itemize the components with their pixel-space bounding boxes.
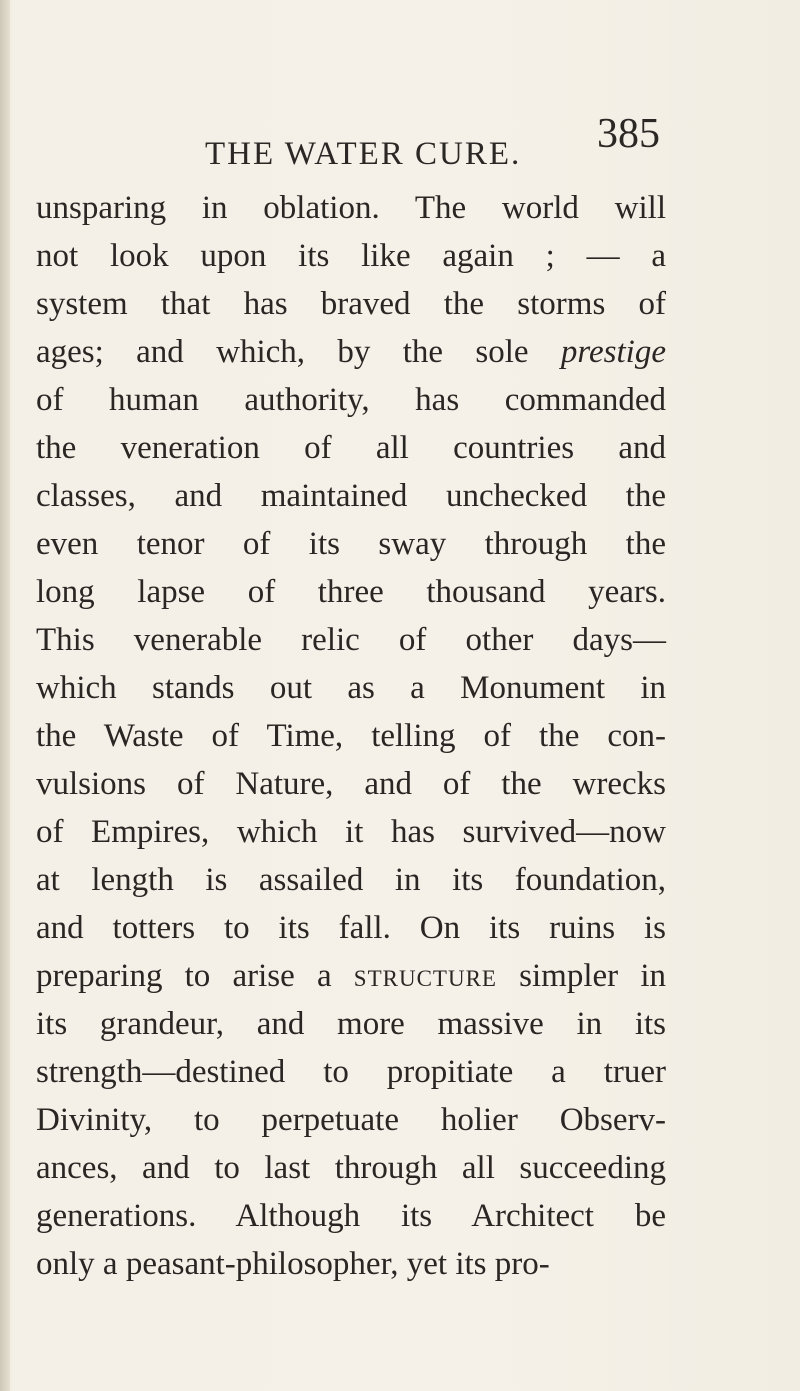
text-run: ances, and to last through all succeeding [36, 1150, 666, 1186]
text-run: at length is assailed in its foundation, [36, 862, 666, 898]
text-line [36, 904, 666, 952]
running-title: THE WATER CURE. [205, 136, 522, 172]
text-run: system that has braved the storms of [36, 286, 666, 322]
text-run: Divinity, to perpetuate holier Observ- [36, 1102, 666, 1138]
text-line [36, 1096, 666, 1144]
text-line [36, 856, 666, 904]
text-run: the veneration of all countries and [36, 430, 666, 466]
text-line [36, 184, 666, 232]
text-line [36, 1048, 666, 1096]
text-line [36, 616, 666, 664]
text-line [36, 1240, 666, 1288]
text-run: its grandeur, and more massive in its [36, 1006, 666, 1042]
text-line [36, 1144, 666, 1192]
text-line [36, 1000, 666, 1048]
text-line [36, 664, 666, 712]
italic-word: prestige [560, 334, 666, 370]
text-line [36, 376, 666, 424]
text-run: not look upon its like again ; — a [36, 238, 666, 274]
small-caps-word: structure [353, 958, 497, 994]
text-line [36, 328, 666, 376]
page-binding-edge [0, 0, 10, 1391]
text-run: simpler in [496, 958, 666, 994]
text-line [36, 520, 666, 568]
text-run: This venerable relic of other days— [36, 622, 666, 658]
text-line [36, 808, 666, 856]
text-run: ages; and which, by the sole [36, 334, 561, 370]
text-run: generations. Although its Architect be [36, 1198, 666, 1234]
text-run: of human authority, has commanded [36, 382, 666, 418]
text-line [36, 232, 666, 280]
body-text [36, 184, 666, 1288]
text-line [36, 472, 666, 520]
text-line [36, 424, 666, 472]
text-run: and totters to its fall. On its ruins is [36, 910, 666, 946]
text-run: preparing to arise a [36, 958, 354, 994]
text-run: classes, and maintained unchecked the [36, 478, 666, 514]
text-run: vulsions of Nature, and of the wrecks [36, 766, 666, 802]
text-run: which stands out as a Monument in [36, 670, 666, 706]
text-run: only a peasant-philosopher, yet its pro- [36, 1246, 550, 1282]
text-line [36, 760, 666, 808]
text-run: of Empires, which it has survived—now [36, 814, 666, 850]
page-header [205, 110, 660, 170]
text-run: long lapse of three thousand years. [36, 574, 666, 610]
text-line [36, 1192, 666, 1240]
text-run: strength—destined to propitiate a truer [36, 1054, 666, 1090]
text-line [36, 712, 666, 760]
text-line [36, 952, 666, 1000]
text-line [36, 568, 666, 616]
text-run: unsparing in oblation. The world will [36, 190, 666, 226]
text-run: even tenor of its sway through the [36, 526, 666, 562]
page-number: 385 [597, 111, 660, 157]
text-line [36, 280, 666, 328]
text-run: the Waste of Time, telling of the con- [36, 718, 666, 754]
